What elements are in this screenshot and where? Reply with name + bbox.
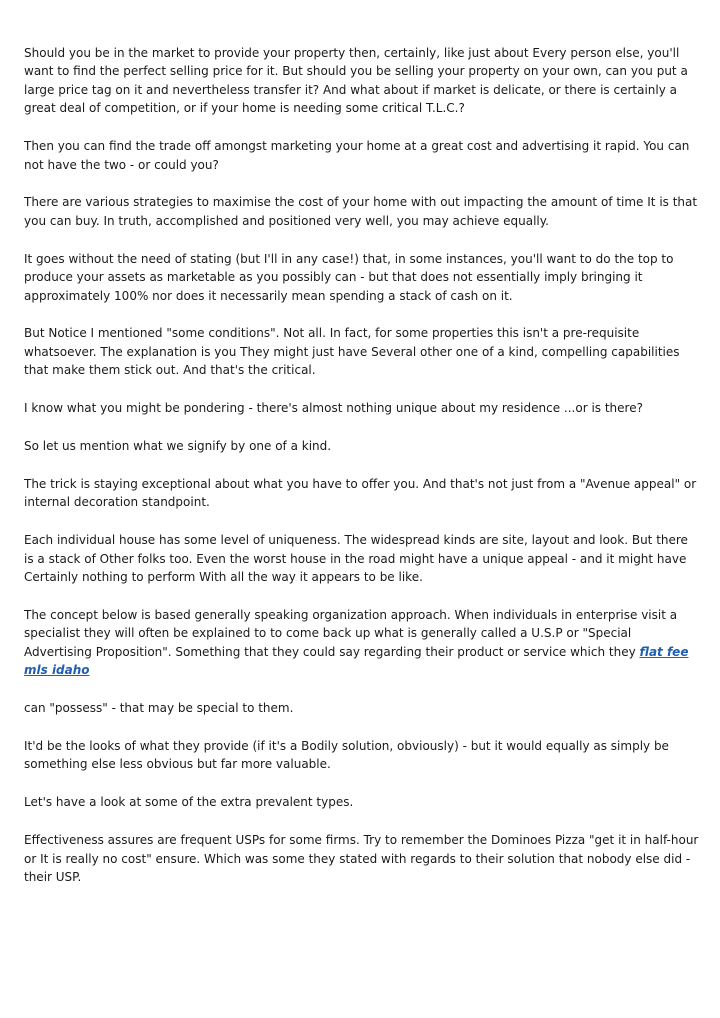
paragraph: The trick is staying exceptional about what you have to offer you. And that's not just from a "Avenue appeal" or internal decoration standpoint. (24, 477, 697, 510)
flat-fee-mls-link[interactable]: flat fee mls idaho (24, 644, 689, 678)
paragraph: There are various strategies to maximise the cost of your home with out impacting the amount of time It is that you can buy. In truth, accomplished and positioned very well, you may achieve equally. (24, 195, 698, 228)
paragraph: I know what you might be pondering - there's almost nothing unique about my residence ...or is there? (24, 401, 643, 416)
paragraph: can "possess" - that may be special to them. (24, 701, 294, 716)
paragraph: Each individual house has some level of uniqueness. The widespread kinds are site, layout and look. But there is a stack of Other folks too. Even the worst house in the road might have a unique appeal - and it might have Certainly nothing to perform With all the way it appears to be like. (24, 533, 688, 585)
paragraph-usp (24, 606, 700, 680)
paragraph: But Notice I mentioned "some conditions". Not all. In fact, for some properties this isn't a pre-requisite whatsoever. The explanation is you They might just have Several other one of a kind, compelling capabilities that make them stick out. And that's the critical. (24, 326, 680, 378)
document-body (24, 44, 700, 906)
paragraph: Let's have a look at some of the extra prevalent types. (24, 795, 354, 810)
paragraph-usp-text: The concept below is based generally speaking organization approach. When individuals in enterprise visit a specialist they will often be explained to to come back up what is generally called a U.S.P or "Special Advertising Proposition". Something that they could say regarding their product or service which they (24, 608, 678, 659)
paragraph: So let us mention what we signify by one of a kind. (24, 439, 332, 454)
paragraph: Should you be in the market to provide your property then, certainly, like just about Every person else, you'll want to find the perfect selling price for it. But should you be selling your property on your own, can you put a large price tag on it and nevertheless transfer it? And what about if market is delicate, or there is certainly a great deal of competition, or if your home is needing some critical T.L.C.? (24, 46, 688, 116)
paragraph: Then you can find the trade off amongst marketing your home at a great cost and advertising it rapid. You can not have the two - or could you? (24, 139, 690, 172)
paragraph: It'd be the looks of what they provide (if it's a Bodily solution, obviously) - but it would equally as simply be something else less obvious but far more valuable. (24, 739, 669, 772)
paragraph: Effectiveness assures are frequent USPs for some firms. Try to remember the Dominoes Pizza "get it in half-hour or It is really no cost" ensure. Which was some they stated with regards to their solution that nobody else did - their USP. (24, 833, 699, 885)
paragraph: It goes without the need of stating (but I'll in any case!) that, in some instances, you'll want to do the top to produce your assets as marketable as you possibly can - but that does not essentially imply bringing it approximately 100% nor does it necessarily mean spending a stack of cash on it. (24, 251, 674, 303)
